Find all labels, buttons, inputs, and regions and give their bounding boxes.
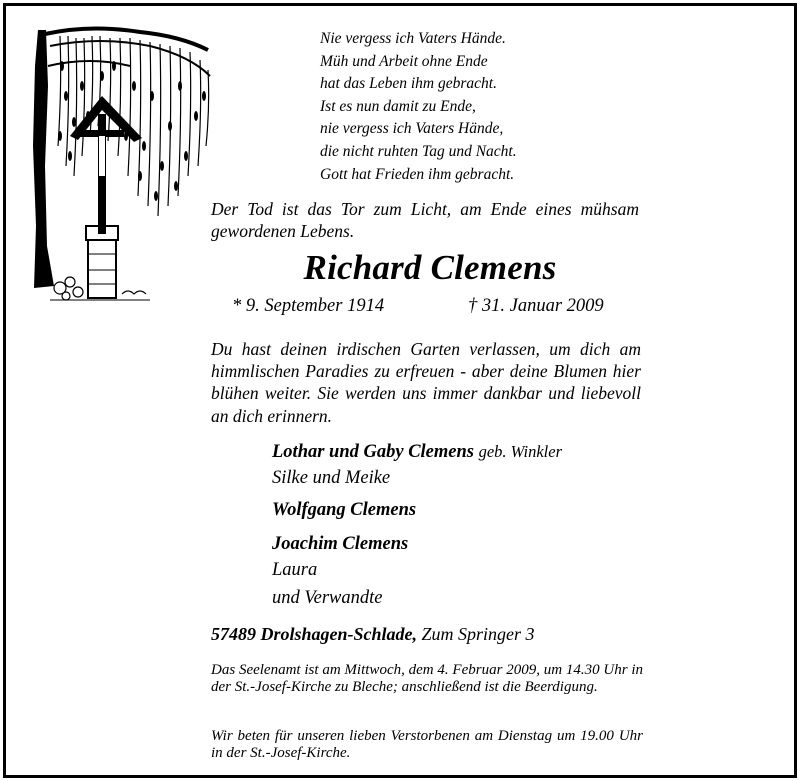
poem <box>320 28 517 186</box>
poem-line: Ist es nun damit zu Ende, <box>320 97 476 115</box>
family-line-3 <box>272 500 416 521</box>
address-street: Zum Springer 3 <box>421 624 535 644</box>
family-line-5: Laura <box>272 560 318 580</box>
poem-line: hat das Leben ihm gebracht. <box>320 75 497 93</box>
family-maiden-name: geb. Winkler <box>478 442 563 461</box>
poem-line: die nicht ruhten Tag und Nacht. <box>320 142 517 160</box>
poem-line: Gott hat Frieden ihm gebracht. <box>320 165 515 183</box>
intro-text: Der Tod ist das Tor zum Licht, am Ende eines mühsam gewordenen Lebens. <box>211 199 639 241</box>
family-name-bold: Joachim Clemens <box>272 534 409 554</box>
family-line-2: Silke und Meike <box>272 468 391 488</box>
death-date: † 31. Januar 2009 <box>468 296 604 316</box>
family-line-4 <box>272 534 408 555</box>
family-name-bold: Lothar und Gaby Clemens <box>272 442 474 462</box>
address <box>211 624 535 645</box>
requiem-notice: Das Seelenamt ist am Mittwoch, dem 4. Februar 2009, um 14.30 Uhr in der St.-Josef-Kirche zu Bleche; anschließend ist die Beerdigung. <box>211 662 643 695</box>
address-city: 57489 Drolshagen-Schlade, <box>211 624 418 644</box>
family-line-6: und Verwandte <box>272 588 383 608</box>
poem-line: nie vergess ich Vaters Hände, <box>320 120 504 138</box>
birth-date: * 9. September 1914 <box>232 296 385 316</box>
prayer-notice: Wir beten für unseren lieben Verstorbenen am Dienstag um 19.00 Uhr in der St.-Josef-Kirche. <box>211 728 643 761</box>
family-name-bold: Wolfgang Clemens <box>272 500 417 520</box>
deceased-name: Richard Clemens <box>303 248 557 287</box>
poem-line: Nie vergess ich Vaters Hände. <box>320 30 506 47</box>
family-line-1 <box>272 442 562 463</box>
poem-line: Müh und Arbeit ohne Ende <box>320 52 488 70</box>
farewell-text: Du hast deinen irdischen Garten verlassen, um dich am himmlischen Paradies zu erfreuen - aber deine Blumen hier blühen weiter. Sie werden uns immer dankbar und liebevoll an dich erinnern. <box>211 339 641 426</box>
